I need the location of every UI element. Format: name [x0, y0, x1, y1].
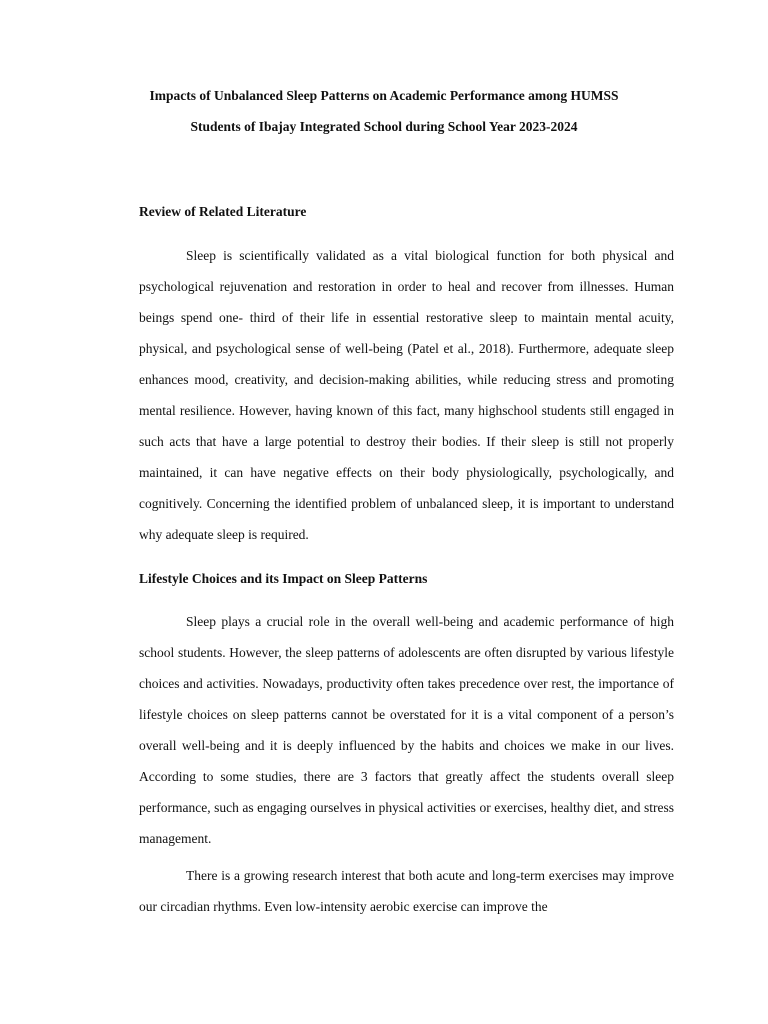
document-title-line-1: Impacts of Unbalanced Sleep Patterns on Academic Performance among HUMSS — [149, 88, 619, 103]
paragraph-review-1: Sleep is scientifically validated as a vital biological function for both physical and psychological rejuvenation and restoration in order to heal and recover from illnesses. Human beings spend one- third of their life in essential restorative sleep to maintain mental acuity, physical, and psychological sense of well-being (Patel et al., 2018). Furthermore, adequate sleep enhances mood, creativity, and decision-making abilities, while reducing stress and promoting mental resilience. However, having known of this fact, many highschool students still engaged in such acts that have a large potential to destroy their bodies. If their sleep is still not properly maintained, it can have negative effects on their body physiologically, psychologically, and cognitively. Concerning the identified problem of unbalanced sleep, it is important to understand why adequate sleep is required. — [139, 248, 674, 542]
document-title-line-2: Students of Ibajay Integrated School during School Year 2023-2024 — [190, 119, 578, 134]
section-heading-review: Review of Related Literature — [139, 204, 307, 219]
paragraph-lifestyle-1: Sleep plays a crucial role in the overall well-being and academic performance of high school students. However, the sleep patterns of adolescents are often disrupted by various lifestyle choices and activities. Nowadays, productivity often takes precedence over rest, the importance of lifestyle choices on sleep patterns cannot be overstated for it is a vital component of a person’s overall well-being and it is deeply influenced by the habits and choices we make in our lives. According to some studies, there are 3 factors that greatly affect the students overall sleep performance, such as engaging ourselves in physical activities or exercises, healthy diet, and stress management. — [139, 614, 674, 846]
paragraph-lifestyle-2: There is a growing research interest that both acute and long-term exercises may improve our circadian rhythms. Even low-intensity aerobic exercise can improve the — [139, 868, 674, 914]
section-heading-lifestyle: Lifestyle Choices and its Impact on Sleep Patterns — [139, 571, 428, 586]
